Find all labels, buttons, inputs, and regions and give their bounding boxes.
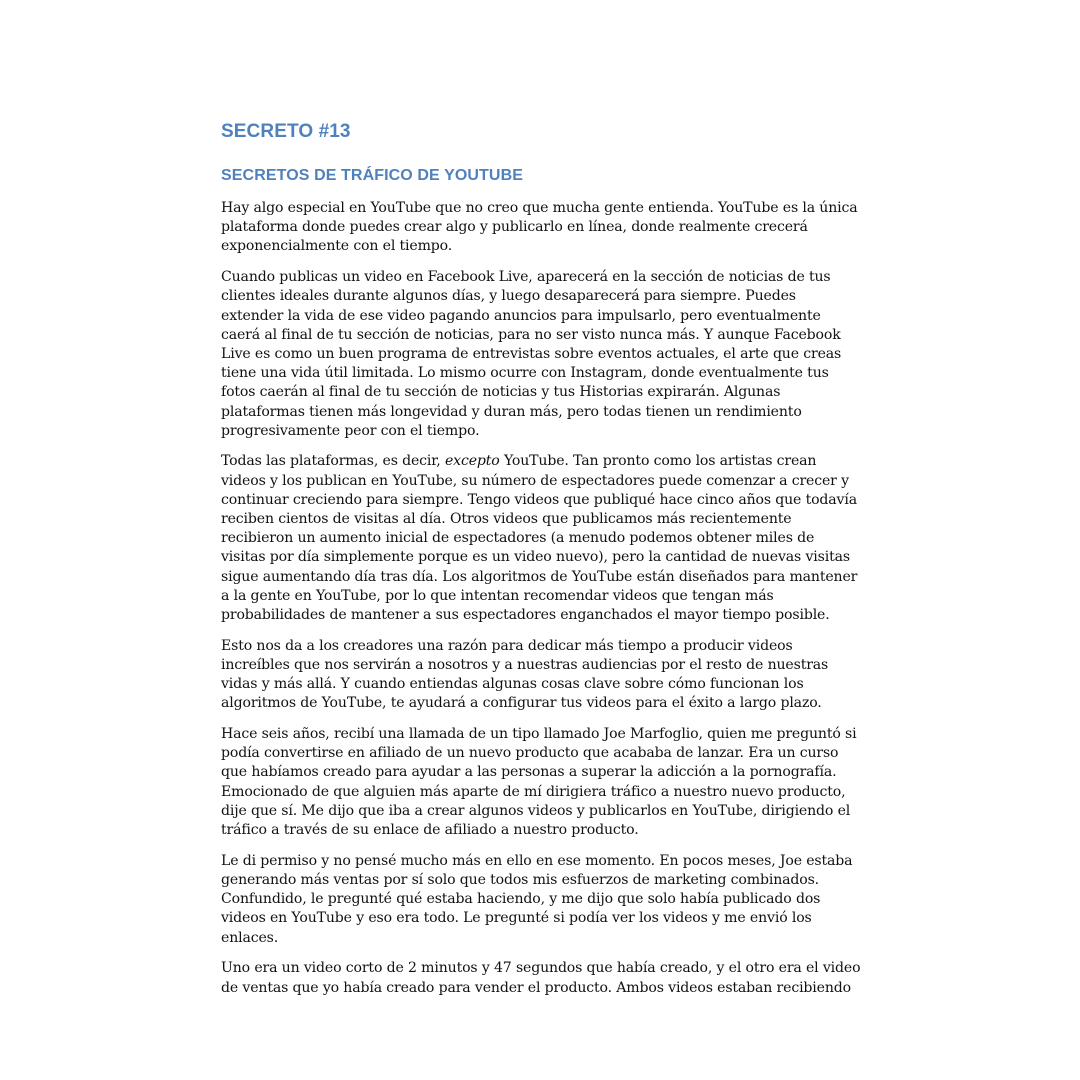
- section-title: SECRETOS DE TRÁFICO DE YOUTUBE: [221, 167, 523, 184]
- paragraph-text: Le di permiso y no pensé mucho más en ello en ese momento. En pocos meses, Joe estaba generando más ventas por sí solo que todos mis esfuerzos de marketing combinados. Confundido, le pregunté qué estaba haciendo, y me dijo que solo había publicado dos videos en YouTube y eso era todo. Le pregunté si podía ver los videos y me envió los enlaces.: [221, 852, 853, 946]
- paragraph-text: Uno era un video corto de 2 minutos y 47 segundos que había creado, y el otro era el video de ventas que yo había creado para vender el producto. Ambos videos estaban recibiendo: [221, 960, 861, 996]
- body-paragraph: [221, 959, 861, 997]
- document-page: [221, 118, 861, 1009]
- paragraph-text: Cuando publicas un video en Facebook Live, aparecerá en la sección de noticias de tus clientes ideales durante algunos días, y luego desaparecerá para siempre. Puedes extender la vida de ese video pagando anuncios para impulsarlo, pero eventualmente caerá al final de tu sección de noticias, para no ser visto nunca más. Y aunque Facebook Live es como un buen programa de entrevistas sobre eventos actuales, el arte que creas tiene una vida útil limitada. Lo mismo ocurre con Instagram, donde eventualmente tus fotos caerán al final de tu sección de noticias y tus Historias expirarán. Algunas plataformas tienen más longevidad y duran más, pero todas tienen un rendimiento progresivamente peor con el tiempo.: [221, 269, 842, 439]
- paragraph-text: Hace seis años, recibí una llamada de un tipo llamado Joe Marfoglio, quien me preguntó si podía convertirse en afiliado de un nuevo producto que acababa de lanzar. Era un curso que habíamos creado para ayudar a las personas a superar la adicción a la pornografía. Emocionado de que alguien más aparte de mí dirigiera tráfico a nuestro nuevo producto, dije que sí. Me dijo que iba a crear algunos videos y publicarlos en YouTube, dirigiendo el tráfico a través de su enlace de afiliado a nuestro producto.: [221, 726, 857, 839]
- chapter-title: SECRETO #13: [221, 121, 351, 142]
- body-paragraph: [221, 268, 861, 441]
- paragraph-text: Todas las plataformas, es decir,: [221, 453, 445, 470]
- paragraph-text: Esto nos da a los creadores una razón para dedicar más tiempo a producir videos increíbles que nos servirán a nosotros y a nuestras audiencias por el resto de nuestras vidas y más allá. Y cuando entiendas algunas cosas clave sobre cómo funcionan los algoritmos de YouTube, te ayudará a configurar tus videos para el éxito a largo plazo.: [221, 637, 829, 712]
- paragraph-text: YouTube. Tan pronto como los artistas crean videos y los publican en YouTube, su número de espectadores puede comenzar a crecer y continuar creciendo para siempre. Tengo videos que publiqué hace cinco años que todavía reciben cientos de visitas al día. Otros videos que publicamos más recientemente recibieron un aumento inicial de espectadores (a menudo podemos obtener miles de visitas por día simplemente porque es un video nuevo), pero la cantidad de nuevas visitas sigue aumentando día tras día. Los algoritmos de YouTube están diseñados para mantener a la gente en YouTube, por lo que intentan recomendar videos que tengan más probabilidades de mantener a sus espectadores enganchados el mayor tiempo posible.: [221, 453, 858, 624]
- body-paragraph: [221, 725, 861, 840]
- body-paragraph: [221, 637, 861, 714]
- paragraph-text: Hay algo especial en YouTube que no creo que mucha gente entienda. YouTube es la única plataforma donde puedes crear algo y publicarlo en línea, donde realmente crecerá exponencialmente con el tiempo.: [221, 200, 858, 255]
- body-paragraph: [221, 199, 861, 257]
- emphasis-text: excepto: [444, 453, 500, 470]
- body-paragraph: [221, 452, 861, 625]
- body-paragraph: [221, 852, 861, 948]
